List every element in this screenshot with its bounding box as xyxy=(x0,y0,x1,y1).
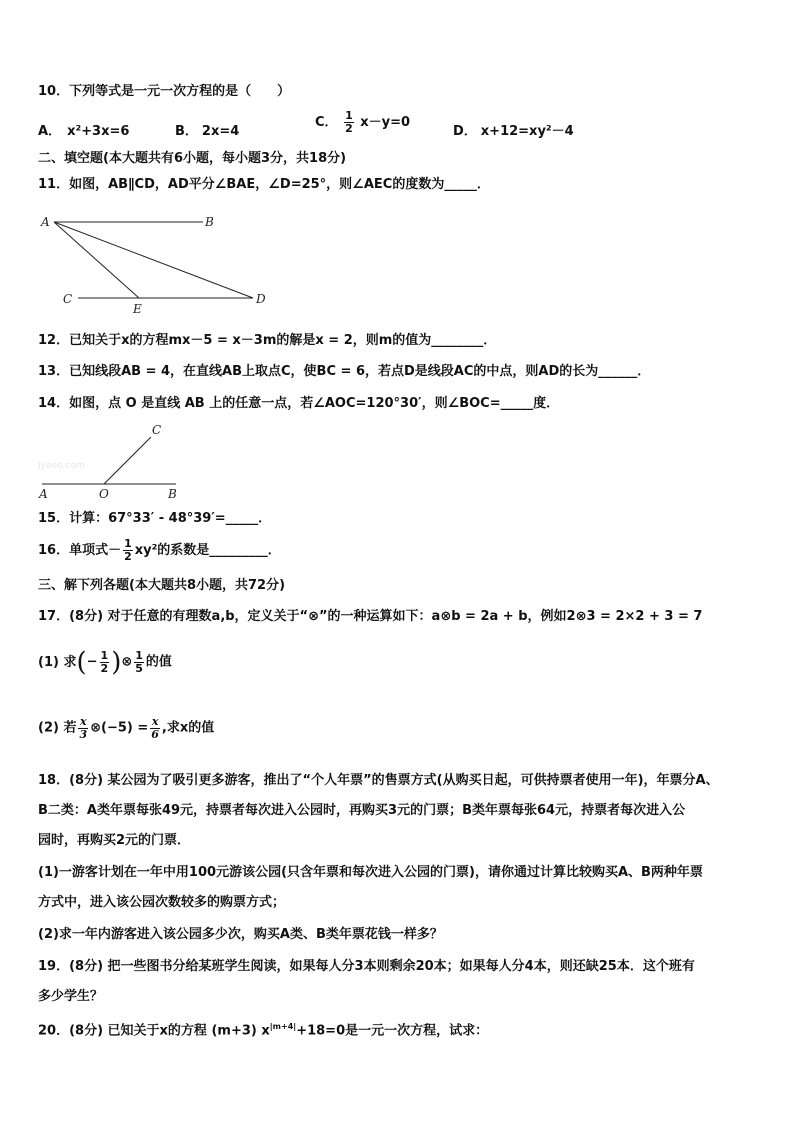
q18-line-2: B二类：A类年票每张49元，持票者每次进入公园时，再购买3元的门票；B类年票每张64元，持票者每次进入公 xyxy=(38,803,686,818)
q17-fraction-4 xyxy=(150,716,160,741)
q19-line-1: 19．(8分) 把一些图书分给某班学生阅读，如果每人分3本则剩余20本；如果每人分4本，则还缺25本．这个班有 xyxy=(38,959,695,974)
watermark: Jyeoo.com xyxy=(38,461,85,471)
q16-suffix: xy²的系数是_________． xyxy=(134,543,281,558)
q10-option-b-expr: 2x=4 xyxy=(201,124,240,139)
q18-line-1: 18．(8分) 某公园为了吸引更多游客，推出了“个人年票”的售票方式(从购买日起，可供持票者使用一年)，年票分A、 xyxy=(38,773,719,788)
q10-option-b xyxy=(175,120,239,139)
minus-sign: − xyxy=(86,654,98,670)
q10-option-c-fraction xyxy=(344,110,354,135)
q17-part2 xyxy=(38,716,214,741)
q10-option-b-label: B． xyxy=(175,124,198,139)
fraction-numerator: 1 xyxy=(100,649,109,662)
q11-text: 11．如图，AB∥CD，AD平分∠BAE，∠D=25°，则∠AEC的度数为_____． xyxy=(38,177,490,192)
q18-line-6: (2)求一年内游客进入该公园多少次，购买A类、B类年票花钱一样多？ xyxy=(38,927,443,942)
label-d: D xyxy=(256,292,266,306)
q17-fraction-3 xyxy=(78,716,88,741)
fraction-denominator: 2 xyxy=(124,550,132,563)
label-a: A xyxy=(39,487,48,501)
q10-option-a xyxy=(38,120,129,139)
fraction-denominator: 3 xyxy=(79,728,88,741)
label-c: C xyxy=(63,292,73,306)
q16-text xyxy=(38,538,281,563)
q16-fraction xyxy=(123,538,133,563)
line-ae xyxy=(54,222,139,298)
q10-option-d-label: D． xyxy=(453,124,477,139)
q10-option-a-expr: x²+3x=6 xyxy=(67,124,130,139)
fraction-numerator: 1 xyxy=(124,537,132,550)
q17-fraction-1 xyxy=(100,650,110,675)
section2-heading: 二、填空题(本大题共有6小题，每小题3分，共18分) xyxy=(38,151,347,166)
q20-text xyxy=(38,1018,488,1040)
label-o: O xyxy=(99,487,109,501)
q20-suffix: +18=0是一元一次方程，试求： xyxy=(296,1023,489,1039)
q10-option-c xyxy=(315,110,410,135)
fraction-denominator: 5 xyxy=(135,662,143,675)
fraction-numerator: 1 xyxy=(345,109,353,122)
label-a: A xyxy=(41,215,50,229)
fraction-numerator: x xyxy=(151,715,159,728)
q17-part1-suffix: 的值 xyxy=(145,654,172,670)
q10-option-a-label: A． xyxy=(38,124,62,139)
fraction-numerator: 1 xyxy=(135,649,143,662)
q14-figure xyxy=(38,420,198,502)
q10-option-d xyxy=(453,120,574,139)
label-b: B xyxy=(168,487,177,501)
right-paren: ) xyxy=(111,647,122,678)
q10-option-c-expr: x－y=0 xyxy=(360,115,411,130)
q17-part1 xyxy=(38,647,172,678)
otimes-operator: ⊗ xyxy=(121,654,133,670)
q17-fraction-2 xyxy=(134,650,144,675)
q13-text: 13．已知线段AB = 4，在直线AB上取点C，使BC = 6，若点D是线段AC的中点，则AD的长为______． xyxy=(38,364,651,379)
fraction-denominator: 2 xyxy=(345,122,353,135)
q17-part2-suffix: ,求x的值 xyxy=(161,720,215,736)
q18-line-4: (1)一游客计划在一年中用100元游该公园(只含年票和每次进入公园的门票)，请你通过计算比较购买A、B两种年票 xyxy=(38,865,703,880)
q18-line-5: 方式中，进入该公园次数较多的购票方式； xyxy=(38,895,286,910)
q11-figure xyxy=(38,210,278,320)
fraction-denominator: 2 xyxy=(100,662,109,675)
section3-heading: 三、解下列各题(本大题共8小题，共72分) xyxy=(38,578,286,593)
q17-text: 17．(8分) 对于任意的有理数a,b，定义关于“⊗”的一种运算如下：a⊗b = 2a + b，例如2⊗3 = 2×2 + 3 = 7 xyxy=(38,609,703,624)
q10-stem: 10．下列等式是一元一次方程的是（ ） xyxy=(38,84,291,99)
q17-part2-prefix: (2) 若 xyxy=(38,720,77,736)
left-paren: ( xyxy=(76,647,87,678)
q17-part1-prefix: (1) 求 xyxy=(38,655,77,670)
q10-option-d-expr: x+12=xy²－4 xyxy=(480,124,574,139)
ray-oc xyxy=(104,437,151,484)
q10-option-c-label: C． xyxy=(315,115,338,130)
label-c: C xyxy=(152,423,162,437)
q14-text: 14．如图，点 O 是直线 AB 上的任意一点，若∠AOC=120°30′，则∠BOC=_____度． xyxy=(38,396,560,411)
fraction-denominator: 6 xyxy=(151,728,159,741)
label-b: B xyxy=(205,215,214,229)
q17-part2-mid: ⊗(−5) = xyxy=(90,720,149,736)
q18-line-3: 园时，再购买2元的门票． xyxy=(38,833,191,848)
label-e: E xyxy=(133,302,142,316)
line-ad xyxy=(54,222,253,298)
q16-prefix: 16．单项式－ xyxy=(38,543,122,558)
q20-exponent: |m+4| xyxy=(269,1022,297,1031)
fraction-numerator: x xyxy=(80,715,87,728)
q20-prefix: 20．(8分) 已知关于x的方程 (m+3) x xyxy=(38,1023,270,1039)
q19-line-2: 多少学生？ xyxy=(38,989,104,1004)
q12-text: 12．已知关于x的方程mx－5 = x－3m的解是x = 2，则m的值为________． xyxy=(38,333,497,348)
q15-text: 15．计算：67°33′ - 48°39′=_____． xyxy=(38,511,272,526)
